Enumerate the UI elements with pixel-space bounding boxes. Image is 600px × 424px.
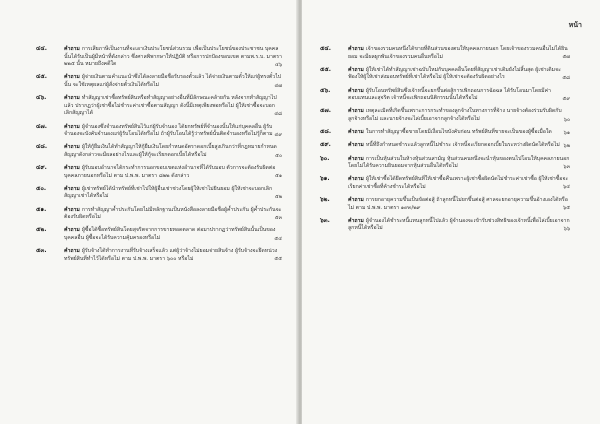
question-number: ๕๓. bbox=[36, 248, 47, 255]
answer-page-ref: ๖๒ bbox=[563, 142, 570, 149]
question-item bbox=[320, 197, 570, 213]
question-item bbox=[320, 88, 570, 104]
answer-page-ref: ๔๙ bbox=[274, 131, 282, 138]
question-keyword: คำถาม bbox=[348, 217, 364, 224]
question-text: เจ้าของรวมคนหนึ่งได้ขายที่ดินส่วนของตนให้บุคคลภายนอก โดยเจ้าของรวมคนอื่นไม่ได้ยินยอม จะมีผลผูกพันเจ้าของรวมคนอื่นหรือไม่ bbox=[348, 46, 568, 60]
question-item bbox=[36, 46, 282, 69]
question-keyword: คำถาม bbox=[64, 185, 80, 192]
question-item bbox=[320, 46, 570, 62]
question-keyword: คำถาม bbox=[64, 165, 80, 172]
question-item bbox=[320, 142, 570, 150]
answer-page-ref: ๕๔ bbox=[274, 235, 282, 242]
question-item bbox=[36, 74, 282, 90]
question-text: ผู้รับจ้างได้ทำการงานที่รับจ้างเสร็จแล้ว แต่ผู้ว่าจ้างไม่ยอมจ่ายสินจ้าง ผู้รับจ้างจะยึดหน่วงทรัพย์สินที่ทำไว้ได้หรือไม่ ตาม ป.พ.พ. มาตรา ๖๐๐ หรือไม่ bbox=[64, 248, 278, 262]
question-item bbox=[36, 207, 282, 223]
question-number: ๕๙. bbox=[320, 142, 331, 149]
question-keyword: คำถาม bbox=[348, 66, 364, 73]
question-item bbox=[36, 186, 282, 202]
question-text: ในการทำสัญญาซื้อขายโดยมีเงื่อนไขบังคับก่อน ทรัพย์สินที่ขายจะเป็นของผู้ซื้อเมื่อใด bbox=[365, 129, 552, 136]
answer-page-ref: ๕๕ bbox=[274, 256, 282, 263]
question-number: ๕๖. bbox=[320, 87, 331, 94]
question-keyword: คำถาม bbox=[348, 87, 364, 94]
question-number: ๖๒. bbox=[320, 197, 330, 204]
question-text: ผู้เช่าทรัพย์ได้นำทรัพย์ที่เช่าไปให้ผู้อื่นเช่าช่วงโดยผู้ให้เช่าไม่ยินยอม ผู้ให้เช่าจะบอกเลิกสัญญาเช่าได้หรือไม่ bbox=[64, 185, 273, 200]
question-body bbox=[348, 129, 570, 137]
question-item bbox=[320, 218, 570, 234]
question-text: ผู้ให้เช่าซื้อได้ยึดทรัพย์สินที่ให้เช่าซื้อคืนเพราะผู้เช่าซื้อผิดนัดไม่ชำระค่าเช่าซื้อ ผู้ให้เช่าซื้อจะเรียกค่าเช่าซื้อที่ค้างชำระได้หรือไม่ bbox=[348, 176, 569, 190]
answer-page-ref: ๖๓ bbox=[563, 163, 570, 170]
answer-page-ref: ๕๑ bbox=[275, 173, 282, 180]
answer-page-ref: ๔๗ bbox=[274, 82, 282, 89]
page-label: หน้า bbox=[568, 21, 582, 29]
question-keyword: คำถาม bbox=[64, 227, 80, 234]
question-keyword: คำถาม bbox=[64, 74, 80, 81]
question-text: ผู้ให้กู้ยืมเงินได้ทำสัญญาให้กู้ยืมเงินโดยกำหนดอัตราดอกเบี้ยสูงเกินกว่าที่กฎหมายกำหนด สัญญาดังกล่าวจะมีผลอย่างไรและผู้ให้กู้จะเรียกดอกเบี้ยได้หรือไม่ bbox=[64, 144, 277, 158]
question-keyword: คำถาม bbox=[348, 129, 364, 136]
question-keyword: คำถาม bbox=[348, 155, 364, 162]
question-number: ๖๑. bbox=[320, 176, 330, 183]
question-number: ๕๗. bbox=[320, 108, 331, 115]
answer-page-ref: ๕๙ bbox=[562, 95, 570, 102]
answer-page-ref: ๖๕ bbox=[563, 205, 570, 212]
question-text: ผู้ให้เช่าได้ทำสัญญาเช่าฉบับใหม่กับบุคคลอื่นโดยที่สัญญาเช่าเดิมยังไม่สิ้นสุด ผู้เช่าเดิมจะฟ้องให้ผู้ให้เช่าส่งมอบทรัพย์ที่เช่าได้หรือไม่ ผู้ให้เช่าจะต้องรับผิดอย่างไร bbox=[348, 66, 561, 81]
question-item bbox=[36, 248, 282, 264]
question-number: ๔๗. bbox=[36, 123, 47, 130]
question-item bbox=[36, 124, 282, 140]
question-keyword: คำถาม bbox=[64, 46, 80, 52]
question-item bbox=[320, 176, 570, 192]
question-number: ๔๕. bbox=[36, 74, 47, 81]
question-number: ๕๒. bbox=[36, 227, 47, 234]
question-keyword: คำถาม bbox=[348, 142, 364, 149]
answer-page-ref: ๕๓ bbox=[274, 214, 282, 221]
question-text: ผู้รับโอนทรัพย์สินซึ่งเจ้าหนี้จะยกขึ้นต่อสู้การเพิกถอนการฉ้อฉล ได้รับโอนมาโดยมีค่าตอบแทนและสุจริต เจ้าหนี้จะเพิกถอนนิติกรรมนั้นได้หรือไม่ bbox=[348, 87, 551, 102]
question-body bbox=[348, 142, 570, 150]
question-text: การทำสัญญาค้ำประกันโดยไม่มีหลักฐานเป็นหนังสือลงลายมือชื่อผู้ค้ำประกัน ผู้ค้ำประกันจะต้องรับผิดหรือไม่ bbox=[64, 206, 282, 221]
question-text: ผู้จ่ายเงินตามคำแนะนำซึ่งได้ลงลายมือชื่อรับรองตั๋วแล้ว ได้จ่ายเงินตามตั๋วให้แก่ผู้ทรงตั๋วไปนั้น จะใช้เหตุผลแก่ผู้สั่งจ่ายตั๋วเงินได้หรือไม่ bbox=[64, 74, 282, 88]
answer-page-ref: ๖๑ bbox=[563, 129, 570, 136]
question-item bbox=[36, 95, 282, 118]
question-number: ๔๖. bbox=[36, 95, 47, 102]
left-page bbox=[0, 0, 298, 424]
question-number: ๖๐. bbox=[320, 155, 330, 162]
question-text: หนี้ที่ถึงกำหนดชำระแล้วลูกหนี้ไม่ชำระ เจ้าหนี้จะเรียกดอกเบี้ยในระหว่างผิดนัดได้หรือไม่ bbox=[365, 142, 560, 149]
question-keyword: คำถาม bbox=[348, 176, 364, 183]
question-text: ผู้จำนองได้ชำระหนี้แทนลูกหนี้ไปแล้ว ผู้จำนองจะเข้ารับช่วงสิทธิของเจ้าหนี้เพื่อไล่เบี้ยเอาจากลูกหนี้ได้หรือไม่ bbox=[348, 217, 570, 232]
question-text: การเสียภาษีเป็นงานที่จะเอาเงินประโยชน์ส่วนรวม เพื่อเป็นประโยชน์ของประชาชน บุคคลนั้นได้รับเป็นผู้มีหน้าที่ดังกล่าว ซึ่งศาลพิพากษาให้ปฏิบัติ หรือการปกป้องขอบเขต ตามพ.ร.บ. มาตรา ๒๒๕ นั้น หมายถึงคดีใด bbox=[64, 46, 282, 68]
question-item bbox=[36, 165, 282, 181]
question-number: ๕๐. bbox=[36, 185, 47, 192]
right-page bbox=[302, 0, 600, 424]
question-number: ๔๔. bbox=[36, 46, 47, 52]
question-keyword: คำถาม bbox=[64, 95, 80, 102]
question-item bbox=[36, 144, 282, 160]
question-number: ๕๘. bbox=[320, 129, 332, 136]
question-item bbox=[320, 67, 570, 83]
question-item bbox=[320, 156, 570, 172]
question-number: ๕๕. bbox=[320, 66, 331, 73]
question-keyword: คำถาม bbox=[64, 206, 80, 213]
question-number: ๕๔. bbox=[320, 46, 331, 52]
question-item bbox=[320, 129, 570, 137]
answer-page-ref: ๕๗ bbox=[562, 54, 570, 61]
question-text: ผู้รับมอบอำนาจได้กระทำการนอกขอบเขตแห่งอำนาจที่ได้รับมอบ ตัวการจะต้องรับผิดต่อบุคคลภายนอกหรือไม่ ตาม ป.พ.พ. มาตรา ๘๒๒ ดังกล่าว bbox=[64, 165, 276, 179]
question-item bbox=[36, 227, 282, 243]
question-number: ๖๓. bbox=[320, 217, 330, 224]
question-keyword: คำถาม bbox=[348, 46, 364, 52]
question-body bbox=[64, 124, 282, 139]
question-keyword: คำถาม bbox=[64, 248, 80, 255]
answer-page-ref: ๖๖ bbox=[563, 226, 570, 233]
question-text: เหตุละเมิดที่เกิดขึ้นเพราะการกระทำของลูกจ้างในทางการที่จ้าง นายจ้างต้องร่วมรับผิดกับลูกจ้างหรือไม่ และนายจ้างจะไล่เบี้ยเอาจากลูกจ้างได้หรือไม่ bbox=[348, 108, 562, 122]
question-text: ผู้จำนองซึ่งจำนองทรัพย์สินไว้แก่ผู้รับจำนอง ได้ยกทรัพย์ที่จำนองนั้นให้แก่บุคคลอื่น ผู้รับจำนองจะบังคับจำนองแก่ผู้รับโอนได้หรือไม่ ถ้าผู้รับโอนได้รู้ว่าทรัพย์นั้นติดจำนองหรือไม่รู้ก็ตาม bbox=[64, 123, 273, 138]
left-question-list bbox=[36, 46, 282, 269]
question-keyword: คำถาม bbox=[64, 144, 80, 151]
right-question-list bbox=[320, 46, 570, 239]
question-keyword: คำถาม bbox=[348, 197, 364, 204]
question-number: ๕๑. bbox=[36, 206, 47, 213]
answer-page-ref: ๖๔ bbox=[563, 184, 570, 191]
question-text: ผู้ซื้อได้ซื้อทรัพย์สินโดยสุจริตจากการขายทอดตลาด ต่อมาปรากฏว่าทรัพย์สินนั้นเป็นของบุคคลอื่น ผู้ซื้อจะได้รับความคุ้มครองหรือไม่ bbox=[64, 227, 276, 242]
question-text: ทำสัญญาเช่าซื้อทรัพย์สินหรือทำสัญญาอย่างอื่นที่มีลักษณะคล้ายกัน หลังจากทำสัญญาไปแล้ว ปรากฏว่าผู้เช่าซื้อไม่ชำระค่าเช่าซื้อตามสัญญา ดังนี้มีเหตุเพียงพอหรือไม่ ผู้ให้เช่าซื้อจะบอกเลิกสัญญาได้ bbox=[64, 95, 277, 117]
question-number: ๔๙. bbox=[36, 165, 47, 172]
question-text: การเป็นหุ้นส่วนในห้างหุ้นส่วนสามัญ หุ้นส่วนคนหนึ่งจะนำหุ้นของตนไปโอนให้บุคคลภายนอกโดยไม่ได้รับความยินยอมจากหุ้นส่วนอื่นได้หรือไม่ bbox=[348, 155, 570, 170]
question-item bbox=[320, 108, 570, 124]
answer-page-ref: ๕๘ bbox=[562, 74, 570, 81]
answer-page-ref: ๔๖ bbox=[275, 61, 282, 68]
question-text: การยกอายุความขึ้นเป็นข้อต่อสู้ ถ้าลูกหนี้ไม่ยกขึ้นต่อสู้ ศาลจะยกอายุความขึ้นอ้างเองได้หรือไม่ ตาม ป.พ.พ. มาตรา ๑๙๓/๒๙ bbox=[348, 197, 568, 211]
answer-page-ref: ๔๘ bbox=[274, 110, 282, 117]
question-keyword: คำถาม bbox=[64, 123, 80, 130]
question-keyword: คำถาม bbox=[348, 108, 364, 115]
question-number: ๔๘. bbox=[36, 144, 48, 151]
answer-page-ref: ๖๐ bbox=[563, 116, 570, 123]
answer-page-ref: ๕๐ bbox=[275, 152, 282, 159]
answer-page-ref: ๕๒ bbox=[274, 194, 282, 201]
